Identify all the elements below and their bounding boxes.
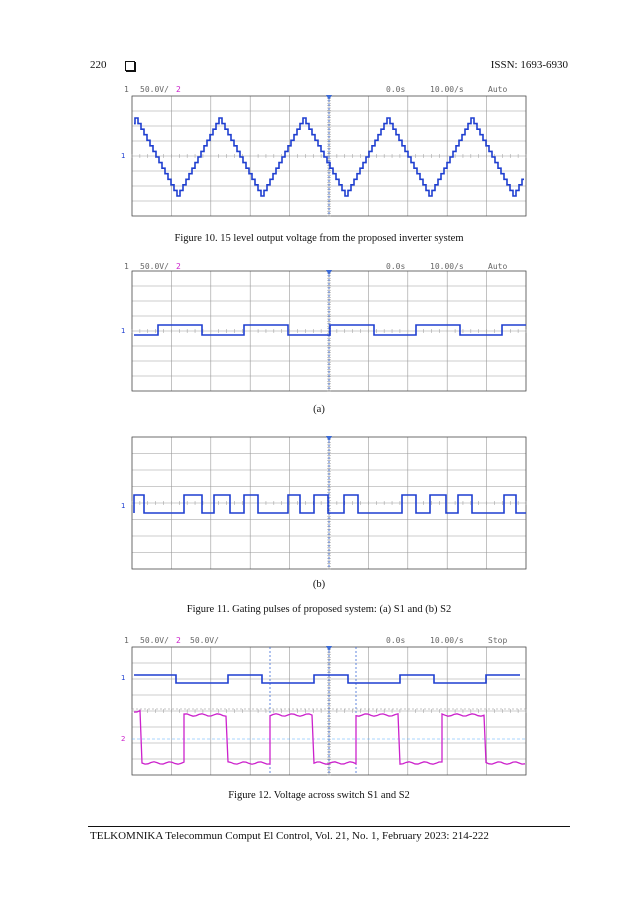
fig12-oscilloscope: [118, 635, 530, 777]
fig12-trigger-marker: [326, 646, 332, 651]
fig10-ch2-label: 2: [176, 85, 181, 94]
fig11a-trigger-mode: Auto: [488, 262, 508, 271]
fig12-time-scale: 10.00/s: [430, 636, 464, 645]
page-number: 220: [90, 59, 107, 71]
fig11a-trigger-marker: [326, 270, 332, 275]
fig11a-label: (a): [313, 404, 325, 415]
fig10-time-scale: 10.00/s: [430, 85, 464, 94]
square-bullet-icon: [125, 61, 135, 71]
fig11b-graticule: [132, 436, 526, 569]
fig10-graticule: [132, 95, 526, 216]
fig11a-s1-gating-trace: [134, 325, 526, 335]
fig11a-ch1-label: 1: [124, 262, 129, 271]
issn: ISSN: 1693-6930: [490, 59, 568, 71]
fig12-caption: Figure 12. Voltage across switch S1 and S2: [228, 790, 410, 801]
fig10-ch1-scale: 50.0V/: [140, 85, 169, 94]
fig10-status-bar: [124, 85, 507, 94]
fig10-trigger-mode: Auto: [488, 85, 508, 94]
fig11a-graticule: [132, 270, 526, 391]
fig11a-status-bar: [124, 262, 507, 271]
fig10-time-offset: 0.0s: [386, 85, 406, 94]
fig11b-trigger-marker: [326, 436, 332, 441]
fig11a-time-scale: 10.00/s: [430, 262, 464, 271]
fig11a-ch1-scale: 50.0V/: [140, 262, 169, 271]
fig12-ch2-marker: 2: [121, 735, 126, 743]
fig12-ch1-label: 1: [124, 636, 129, 645]
fig10-ch1-label: 1: [124, 85, 129, 94]
fig12-ch2-label: 2: [176, 636, 181, 645]
fig10-oscilloscope: [118, 84, 530, 220]
fig11b-ch1-marker: 1: [121, 502, 126, 510]
fig12-trigger-mode: Stop: [488, 636, 508, 645]
fig11a-time-offset: 0.0s: [386, 262, 406, 271]
fig11b-oscilloscope: [118, 435, 530, 571]
fig11a-oscilloscope: [118, 261, 530, 395]
fig11a-ch2-label: 2: [176, 262, 181, 271]
footer-divider: [88, 826, 570, 827]
fig12-ch1-scale: 50.0V/: [140, 636, 169, 645]
fig12-graticule: [132, 646, 526, 775]
fig11b-label: (b): [312, 579, 326, 590]
fig10-trigger-marker: [326, 95, 332, 100]
fig12-ch1-marker: 1: [121, 674, 126, 682]
fig12-status-bar: [124, 636, 507, 645]
fig10-caption: Figure 10. 15 level output voltage from the proposed inverter system: [174, 233, 464, 244]
fig10-ch1-marker: 1: [121, 152, 126, 160]
footer-citation: TELKOMNIKA Telecommun Comput El Control, Vol. 21, No. 1, February 2023: 214-222: [90, 830, 489, 842]
fig12-time-offset: 0.0s: [386, 636, 406, 645]
fig11-caption: Figure 11. Gating pulses of proposed system: (a) S1 and (b) S2: [186, 604, 452, 615]
fig12-ch2-scale: 50.0V/: [190, 636, 219, 645]
fig11a-ch1-marker: 1: [121, 327, 126, 335]
